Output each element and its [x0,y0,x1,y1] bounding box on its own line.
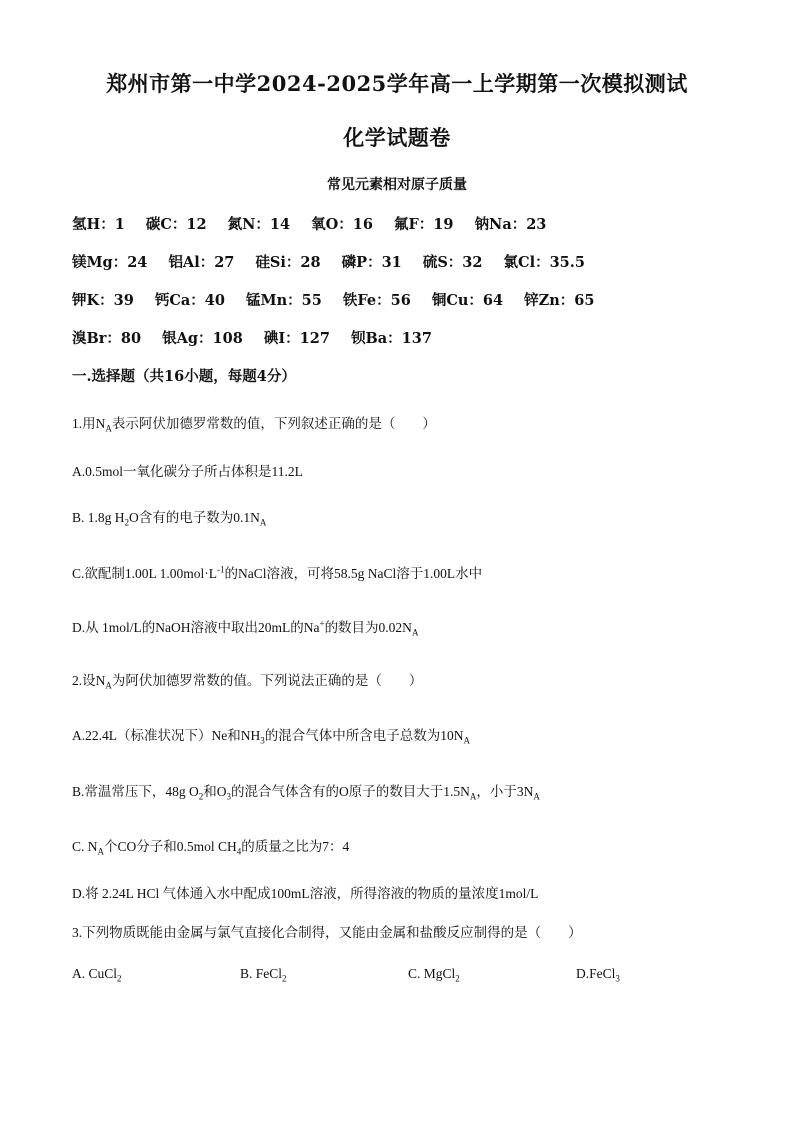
question-3-option-d: D.FeCl$_3$ [576,966,620,984]
mass-item: 镁Mg：24 [72,254,148,271]
mass-item: 铝Al：27 [168,254,235,271]
mass-item: 氢H：1 [72,216,125,233]
question-2-option-d: D.将 2.24L HCl 气体通入水中配成100mL溶液，所得溶液的物质的量浓度1mol/L [72,886,539,901]
mass-item: 碳C：12 [145,216,207,233]
mass-item: 氯Cl：35.5 [503,254,585,271]
mass-item: 锌Zn：65 [524,292,595,309]
mass-item: 钡Ba：137 [350,330,432,347]
question-2-option-c: C. $N_A$个CO分子和0.5mol $CH_4$的质量之比为7：4 [72,839,350,857]
question-2-option-b: B.常温常压下，48g $O_2$和$O_3$的混合气体含有的O原子的数目大于$1.5N_A$，小于$3N_A$ [72,784,540,802]
mass-item: 银Ag：108 [162,330,243,347]
mass-item: 硫S：32 [422,254,483,271]
mass-item: 钾K：39 [72,292,134,309]
question-2-stem: 2.设$N_A$为阿伏加德罗常数的值。下列说法正确的是（ ） [72,673,423,691]
question-3-option-c: C. MgCl$_2$ [408,966,460,984]
mass-item: 氮N：14 [227,216,291,233]
question-1-option-b: B. 1.8g $H_2O$含有的电子数为$0.1N_A$ [72,510,267,528]
mass-row-3 [72,289,610,310]
mass-item: 氟F：19 [394,216,454,233]
mass-item: 氧O：16 [311,216,373,233]
question-1-option-c: C.欲配制1.00L $1.00mol\cdot L^{-1}$的NaCl溶液，可将58.5g NaCl溶于1.00L水中 [72,564,483,581]
mass-table-title: 常见元素相对原子质量 [327,177,467,193]
question-2-option-a: A.22.4L（标准状况下）Ne和$NH_3$的混合气体中所含电子总数为$10N_A$ [72,728,470,746]
exam-subtitle: 化学试题卷 [343,125,451,150]
question-1-stem: 1.用$N_A$表示阿伏加德罗常数的值，下列叙述正确的是（ ） [72,416,436,434]
exam-title: 郑州市第一中学2024-2025学年高一上学期第一次模拟测试 [106,71,688,96]
mass-item: 铁Fe：56 [342,292,411,309]
mass-item: 硅Si：28 [255,254,321,271]
question-1-option-a: A.0.5mol一氧化碳分子所占体积是11.2L [72,464,303,479]
section-heading: 一.选择题（共16小题，每题4分） [72,368,296,385]
mass-item: 锰Mn：55 [246,292,322,309]
question-3-option-b: B. FeCl$_2$ [240,966,287,984]
mass-item: 钙Ca：40 [154,292,225,309]
mass-item: 铜Cu：64 [431,292,504,309]
question-3-stem: 3.下列物质既能由金属与氯气直接化合制得，又能由金属和盐酸反应制得的是（ ） [72,925,582,940]
mass-row-1 [72,213,562,234]
question-1-option-d: D.从 1mol/L的NaOH溶液中取出20mL的Na+的数目为$0.02N_A$ [72,618,419,638]
question-3-option-a: A. CuCl$_2$ [72,966,122,984]
mass-item: 磷P：31 [341,254,402,271]
mass-item: 溴Br：80 [72,330,142,347]
mass-row-2 [72,251,601,272]
mass-item: 钠Na：23 [474,216,547,233]
mass-item: 碘I：127 [263,330,330,347]
mass-row-4 [72,327,448,348]
